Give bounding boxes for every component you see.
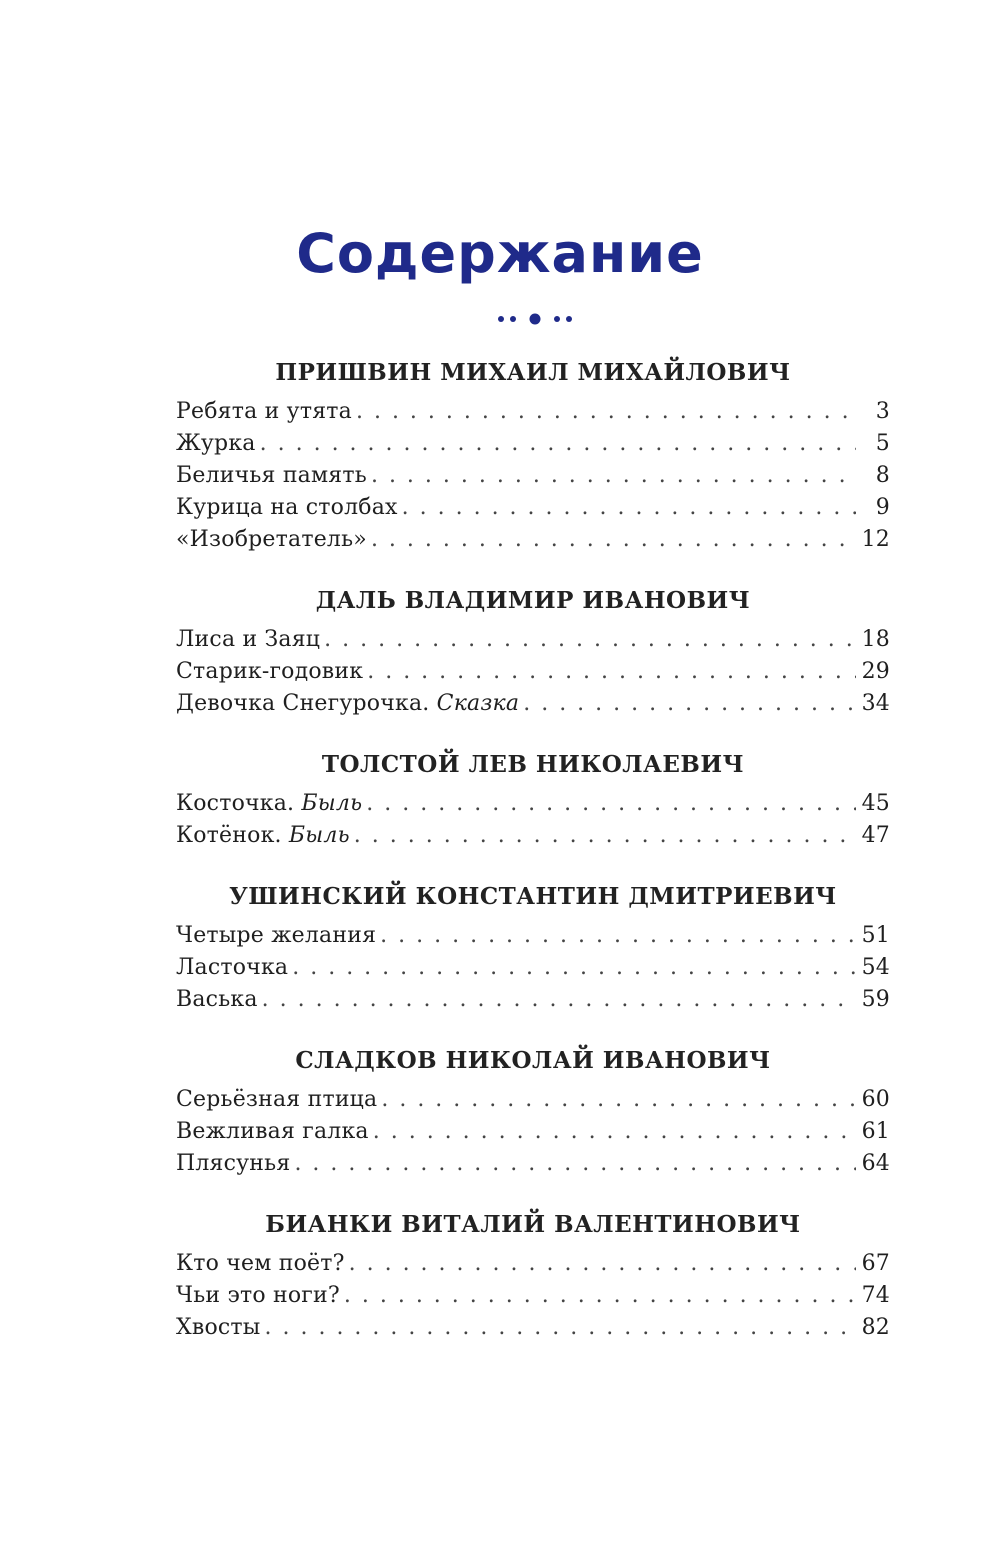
toc-entry[interactable] [176, 688, 890, 720]
dot-leader [371, 460, 856, 492]
entry-label [176, 1148, 290, 1180]
toc-section [176, 584, 890, 720]
entry-label [176, 524, 367, 556]
page-number: 51 [861, 923, 890, 948]
dot-leader [371, 524, 856, 556]
toc-entry[interactable] [176, 524, 890, 556]
toc-entry[interactable] [176, 1148, 890, 1180]
entry-label [176, 920, 376, 952]
entry-label [176, 460, 367, 492]
entry-label [176, 1084, 377, 1116]
entry-label [176, 1312, 261, 1344]
dots-ornament-icon [497, 312, 573, 326]
dot-leader [262, 984, 856, 1016]
entry-title: «Изобретатель» [176, 527, 367, 552]
entry-genre: Быль [288, 823, 350, 848]
entry-title: Журка [176, 431, 256, 456]
entry-label [176, 688, 519, 720]
dot-leader [324, 624, 856, 656]
entry-genre: Быль [301, 791, 363, 816]
toc-entry[interactable] [176, 788, 890, 820]
dot-leader [294, 1148, 856, 1180]
toc-section [176, 1044, 890, 1180]
dot-leader [381, 1084, 856, 1116]
dot-leader [344, 1280, 856, 1312]
toc-entry[interactable] [176, 1312, 890, 1344]
entry-title: Чьи это ноги? [176, 1283, 340, 1308]
author-heading: ТОЛСТОЙ ЛЕВ НИКОЛАЕВИЧ [321, 751, 745, 778]
dot-leader [523, 688, 856, 720]
author-heading: ПРИШВИН МИХАИЛ МИХАЙЛОВИЧ [275, 359, 791, 386]
toc-section [176, 1208, 890, 1344]
page-number: 59 [861, 987, 890, 1012]
entry-label [176, 788, 362, 820]
entry-title: Вежливая галка [176, 1119, 369, 1144]
table-of-contents [176, 356, 890, 1372]
dot-leader [354, 820, 856, 852]
toc-entry[interactable] [176, 820, 890, 852]
toc-entry[interactable] [176, 656, 890, 688]
page-number: 64 [861, 1151, 890, 1176]
author-heading: СЛАДКОВ НИКОЛАЙ ИВАНОВИЧ [295, 1047, 771, 1074]
page-number: 3 [875, 399, 890, 424]
page-number: 29 [861, 659, 890, 684]
entry-title: Беличья память [176, 463, 367, 488]
entry-title: Васька [176, 987, 258, 1012]
entry-title: Четыре желания [176, 923, 377, 948]
toc-entry[interactable] [176, 1084, 890, 1116]
page-title: Содержание [296, 222, 704, 285]
entry-label [176, 492, 398, 524]
dot-leader [402, 492, 856, 524]
toc-entry[interactable] [176, 1116, 890, 1148]
entry-label [176, 952, 288, 984]
dot-leader [349, 1248, 856, 1280]
entry-label [176, 984, 258, 1016]
page-number: 67 [861, 1251, 890, 1276]
entry-title: Ласточка [176, 955, 289, 980]
page-number: 34 [861, 691, 890, 716]
entry-label [176, 1248, 345, 1280]
toc-entry[interactable] [176, 1248, 890, 1280]
page-number: 12 [861, 527, 890, 552]
entry-label [176, 396, 352, 428]
toc-section [176, 748, 890, 852]
page-number: 5 [875, 431, 890, 456]
entry-title: Хвосты [176, 1315, 261, 1340]
dot-leader [260, 428, 856, 460]
page-number: 60 [861, 1087, 890, 1112]
entry-label [176, 624, 320, 656]
dot-leader [356, 396, 856, 428]
entry-title: Курица на столбах [176, 495, 398, 520]
toc-section [176, 880, 890, 1016]
entry-title: Ребята и утята [176, 399, 352, 424]
dot-leader [265, 1312, 857, 1344]
entry-title: Серьёзная птица [176, 1087, 378, 1112]
toc-entry[interactable] [176, 920, 890, 952]
page-number: 54 [861, 955, 890, 980]
dot-leader [367, 656, 856, 688]
entry-title: Девочка Снегурочка. [176, 691, 430, 716]
toc-entry[interactable] [176, 396, 890, 428]
toc-entry[interactable] [176, 624, 890, 656]
entry-title: Косточка. [176, 791, 295, 816]
entry-title: Лиса и Заяц [176, 627, 321, 652]
toc-section [176, 356, 890, 556]
entry-title: Кто чем поёт? [176, 1251, 345, 1276]
toc-entry[interactable] [176, 952, 890, 984]
entry-title: Котёнок. [176, 823, 282, 848]
dot-leader [380, 920, 856, 952]
entry-label [176, 1280, 340, 1312]
page-number: 45 [861, 791, 890, 816]
page-number: 18 [861, 627, 890, 652]
dot-leader [292, 952, 856, 984]
toc-entry[interactable] [176, 984, 890, 1016]
page-number: 47 [861, 823, 890, 848]
author-heading: ДАЛЬ ВЛАДИМИР ИВАНОВИЧ [315, 587, 751, 614]
toc-entry[interactable] [176, 460, 890, 492]
dot-leader [373, 1116, 856, 1148]
entry-label [176, 1116, 369, 1148]
page-number: 74 [861, 1283, 890, 1308]
entry-title: Плясунья [176, 1151, 291, 1176]
page-number: 82 [861, 1315, 890, 1340]
page-number: 9 [875, 495, 890, 520]
dot-leader [366, 788, 856, 820]
author-heading: БИАНКИ ВИТАЛИЙ ВАЛЕНТИНОВИЧ [265, 1211, 801, 1238]
entry-genre: Сказка [436, 691, 520, 716]
toc-entry[interactable] [176, 428, 890, 460]
toc-entry[interactable] [176, 492, 890, 524]
author-heading: УШИНСКИЙ КОНСТАНТИН ДМИТРИЕВИЧ [229, 883, 837, 910]
entry-label [176, 820, 350, 852]
entry-label [176, 656, 363, 688]
page-number: 8 [875, 463, 890, 488]
entry-label [176, 428, 256, 460]
toc-entry[interactable] [176, 1280, 890, 1312]
page-number: 61 [861, 1119, 890, 1144]
entry-title: Старик-годовик [176, 659, 364, 684]
